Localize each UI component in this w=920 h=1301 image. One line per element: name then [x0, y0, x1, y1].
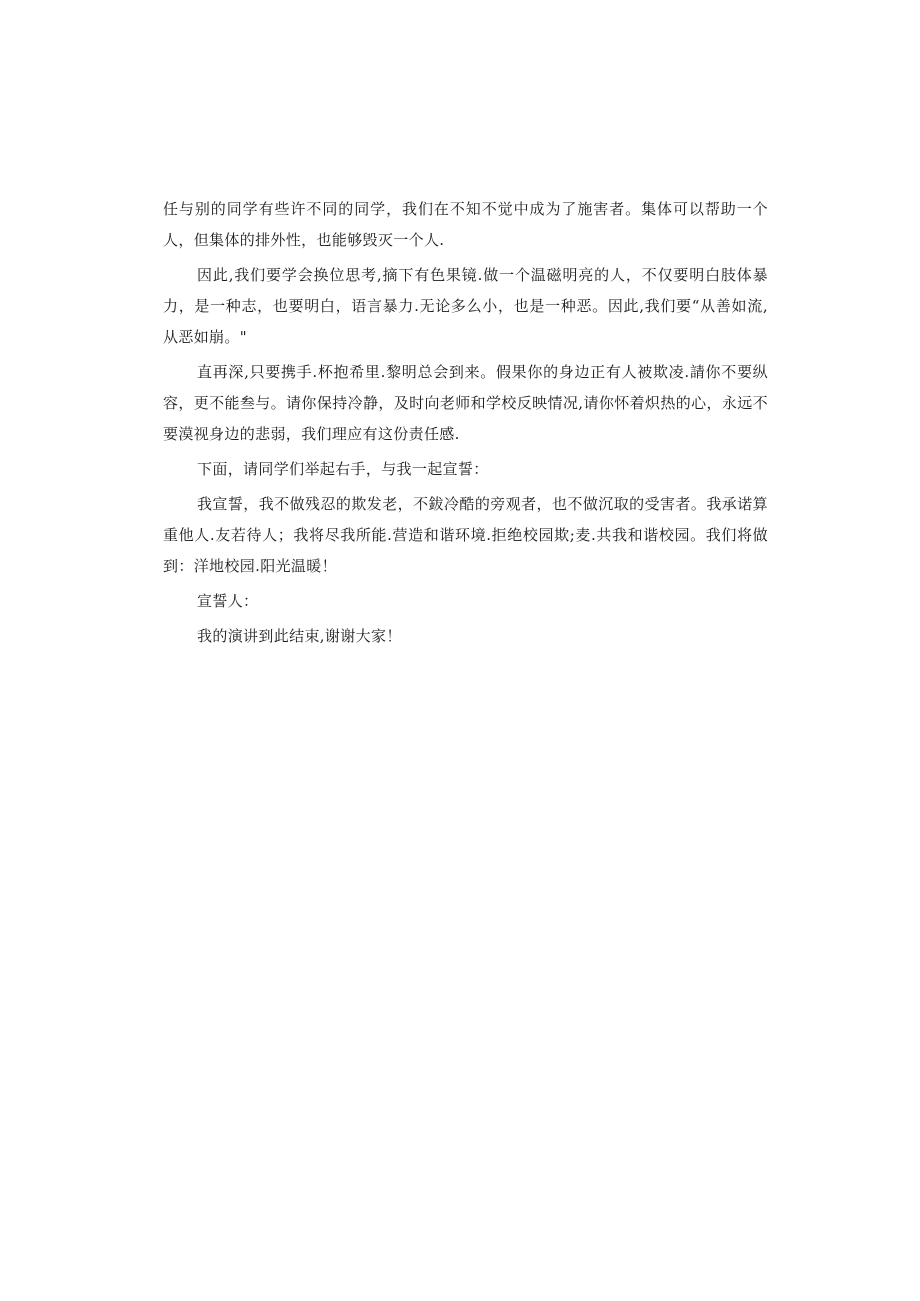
- document-body: [163, 194, 768, 652]
- paragraph-1: 任与别的同学有些许不同的同学，我们在不知不觉中成为了施害者。集体可以帮助一个人，但集体的排外性，也能够毁灭一个人.: [163, 200, 768, 249]
- closing-line: 我的演讲到此结束,谢谢大家！: [197, 627, 402, 645]
- paragraph-5: 我宣誓，我不做残忍的欺发老，不鈸冷酷的旁观者，也不做沉取的受害者。我承诺算重他人.友若待人；我将尽我所能.营造和谐环境.拒绝校园欺;麦.共我和谐校园。我们将做到：洋地校园.阳光温暖！: [163, 495, 768, 575]
- paragraph-4: 下面，请同学们举起右手，与我一起宣誓：: [197, 460, 489, 478]
- paragraph-2: 因此,我们要学会换位思考,摘下有色果镜.做一个温磁明亮的人，不仅要明白肢体暴力，是一种志，也要明白，语言暴力.无论多么小，也是一种恶。因此,我们要“从善如流,从恶如崩。": [163, 266, 768, 346]
- pledger-label: 宣誓人：: [197, 592, 259, 610]
- paragraph-3: 直再深,只要携手.杯抱希里.黎明总会到来。假果你的身边正有人被欺凌.請你不要纵容，更不能叁与。请你保持冷静，及时向老师和学校反映情况,请你怀着炽热的心，永远不要漠视身边的悲弱，我们理应有这份责任感.: [163, 363, 768, 443]
